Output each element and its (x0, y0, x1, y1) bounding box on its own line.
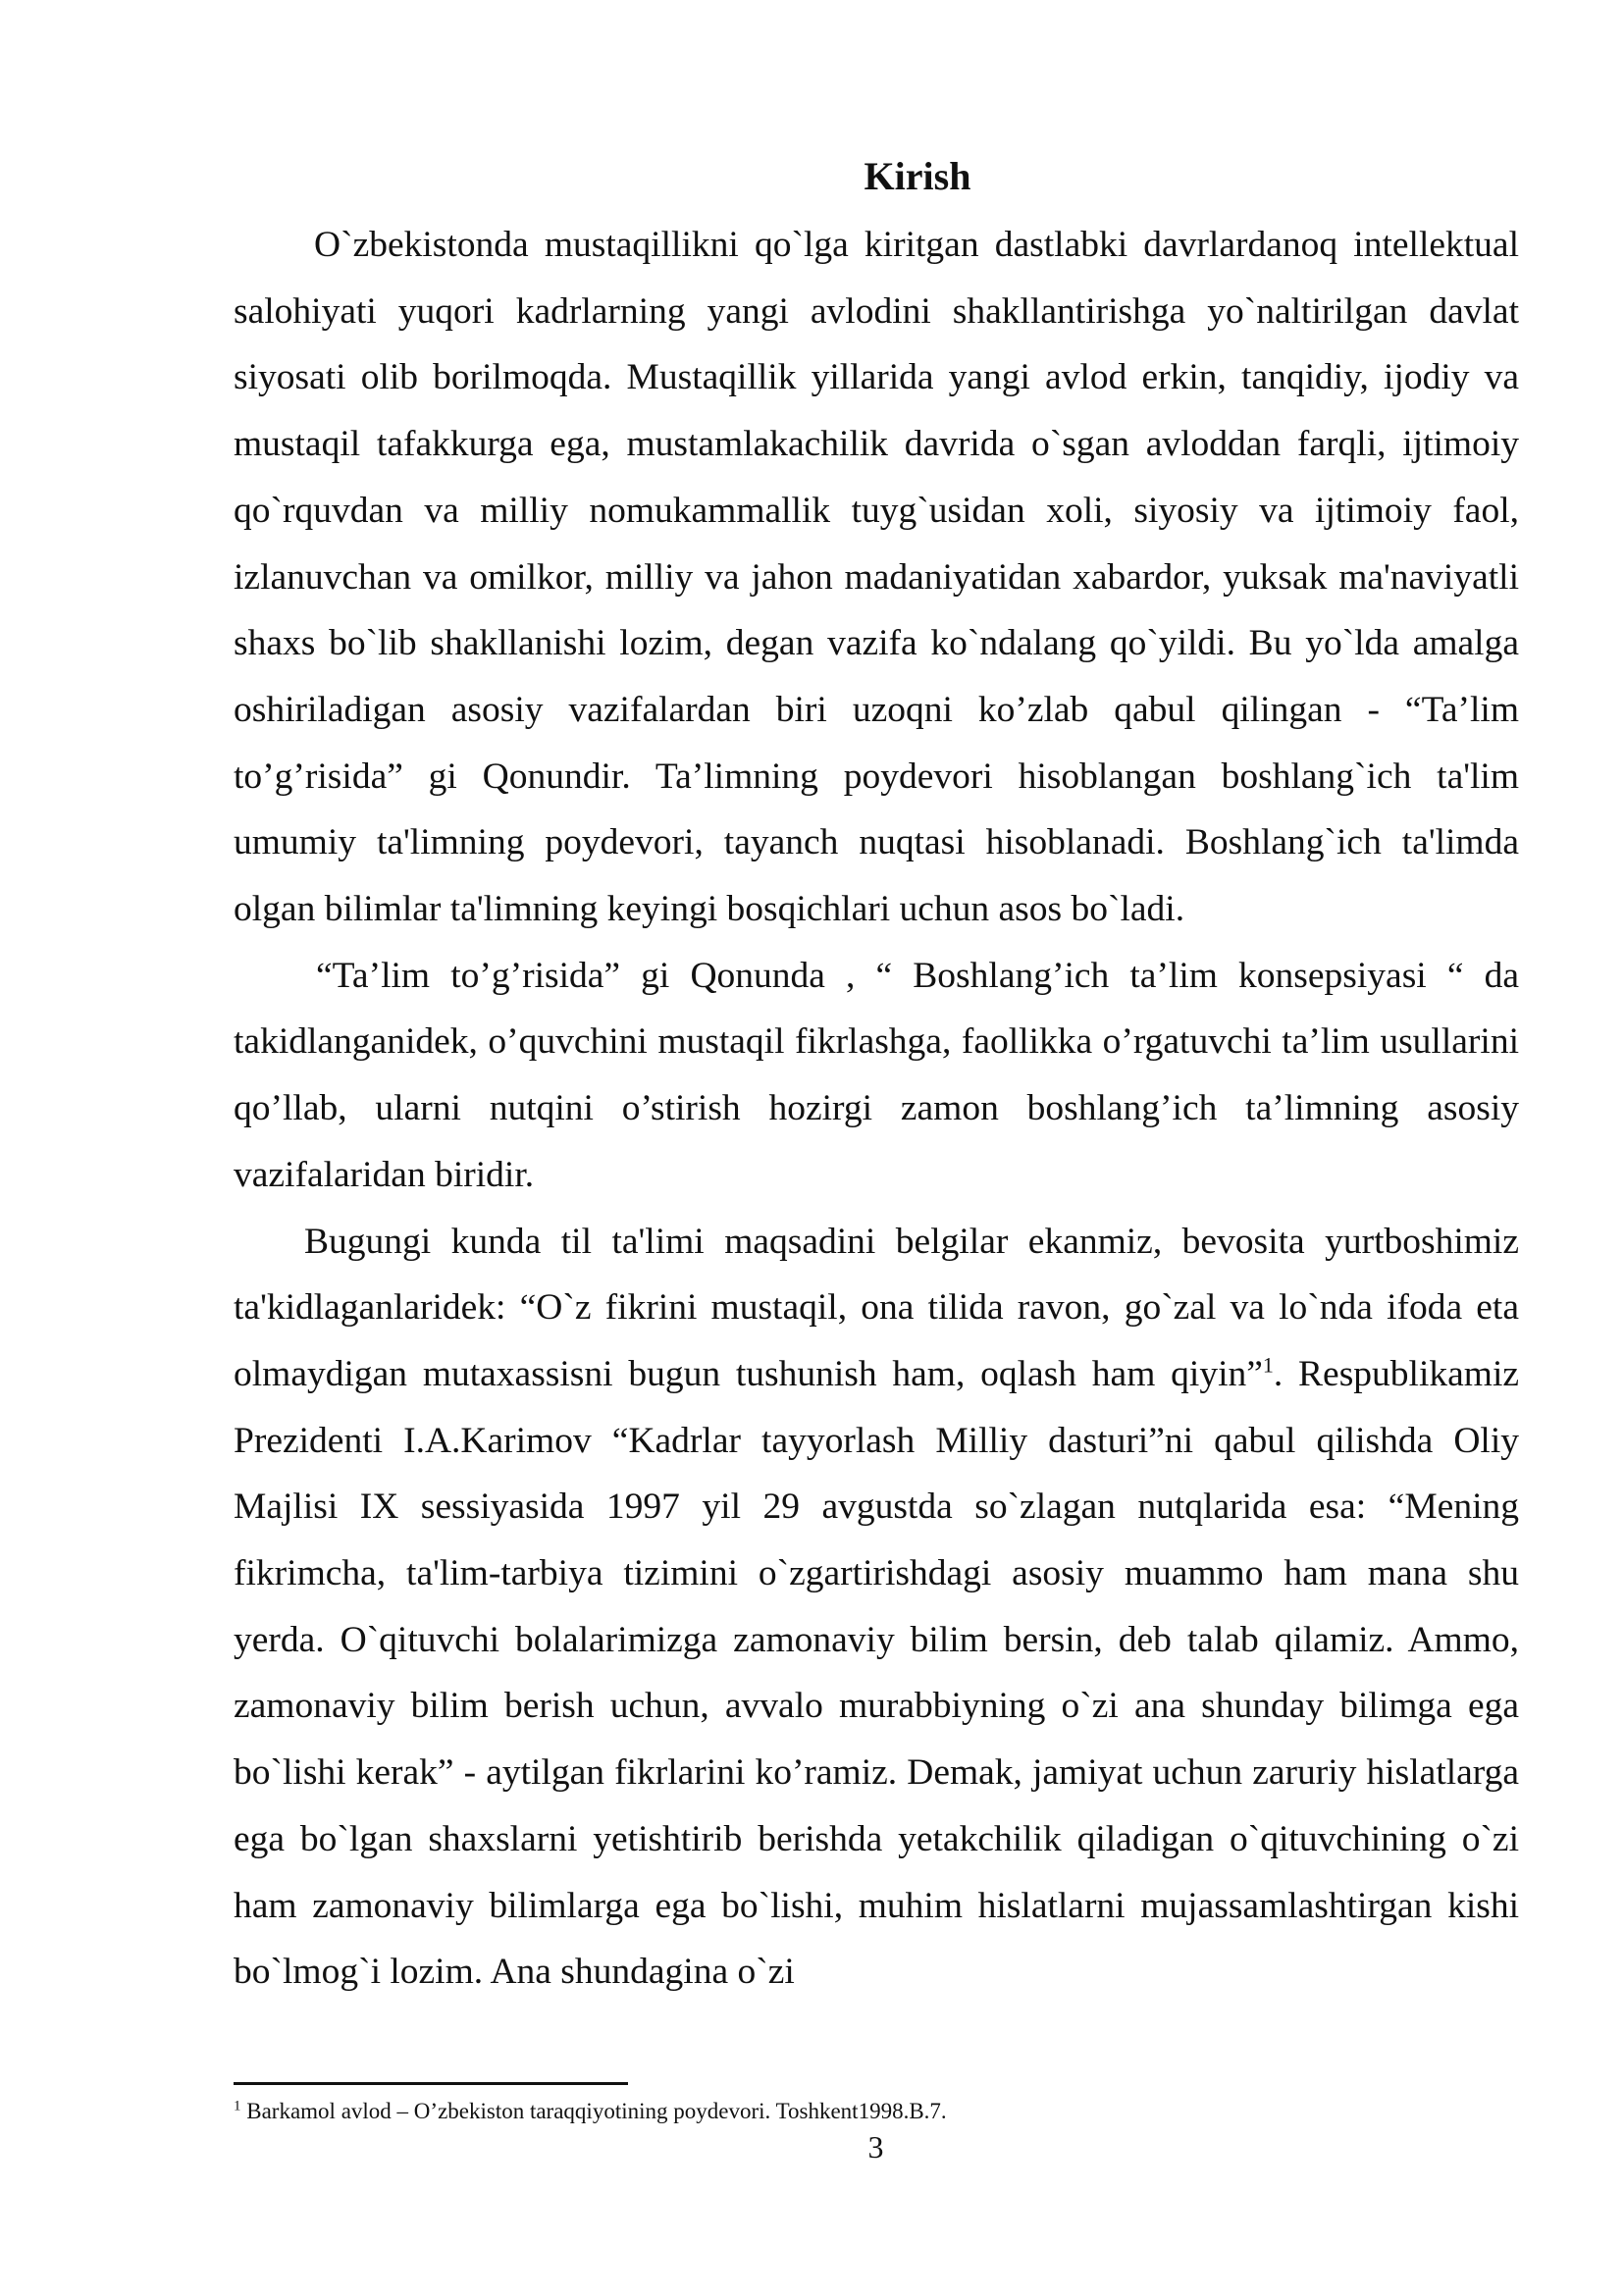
paragraph-3 (234, 1209, 1519, 2006)
paragraph-2: “Ta’lim to’g’risida” gi Qonunda , “ Boshlang’ich ta’lim konsepsiyasi “ da takidlanganidek, o’quvchini mustaqil fikrlashga, faollikka o’rgatuvchi ta’lim usullarini qo’llab, ularni nutqini o’stirish hozirgi zamon boshlang’ich ta’limning asosiy vazifalaridan biridir. (234, 955, 1519, 1195)
paragraph-3-part-2: . Respublikamiz Prezidenti I.A.Karimov “Kadrlar tayyorlash Milliy dasturi”ni qabul qilishda Oliy Majlisi IX sessiyasida 1997 yil 29 avgustda so`zlagan nutqlarida esa: “Mening fikrimcha, ta'lim-tarbiya tizimini o`zgartirishdagi asosiy muammo ham mana shu yerda. O`qituvchi bolalarimizga zamonaviy bilim bersin, deb talab qilamiz. Ammo, zamonaviy bilim berish uchun, avvalo murabbiyning o`zi ana shunday bilimga ega bo`lishi kerak” - aytilgan fikrlarini ko’ramiz. Demak, jamiyat uchun zaruriy hislatlarga ega bo`lgan shaxslarni yetishtirib berishda yetakchilik qiladigan o`qituvchining o`zi ham zamonaviy bilimlarga ega bo`lishi, muhim hislatlarni mujassamlashtirgan kishi bo`lmog`i lozim. Ana shundagina o`zi (234, 1353, 1520, 1993)
page-title: Kirish (864, 154, 971, 198)
footnote-text: Barkamol avlod – O’zbekiston taraqqiyotining poydevori. Toshkent1998.B.7. (246, 2099, 947, 2123)
page-number: 3 (867, 2129, 884, 2165)
footnote-reference: 1 (1262, 1352, 1274, 1378)
footnote-separator (234, 2082, 628, 2085)
footnote-marker: 1 (234, 2098, 241, 2114)
body-text (234, 212, 1519, 2006)
paragraph-3-part-1: Bugungi kunda til ta'limi maqsadini belgilar ekanmiz, bevosita yurtboshimiz ta'kidlaganlaridek: “O`z fikrini mustaqil, ona tilida ravon, go`zal va lo`nda ifoda eta olmaydigan mutaxassisni bugun tushunish ham, oqlash ham qiyin” (234, 1221, 1519, 1394)
footnote (234, 2096, 1411, 2127)
paragraph-1: O`zbekistonda mustaqillikni qo`lga kiritgan dastlabki davrlardanoq intellektual salohiyati yuqori kadrlarning yangi avlodini shakllantirishga yo`naltirilgan davlat siyosati olib borilmoqda. Mustaqillik yillarida yangi avlod erkin, tanqidiy, ijodiy va mustaqil tafakkurga ega, mustamlakachilik davrida o`sgan avloddan farqli, ijtimoiy qo`rquvdan va milliy nomukammallik tuyg`usidan xoli, siyosiy va ijtimoiy faol, izlanuvchan va omilkor, milliy va jahon madaniyatidan xabardor, yuksak ma'naviyatli shaxs bo`lib shakllanishi lozim, degan vazifa ko`ndalang qo`yildi. Bu yo`lda amalga oshiriladigan asosiy vazifalardan biri uzoqni ko’zlab qabul qilingan - “Ta’lim to’g’risida” gi Qonundir. Ta’limning poydevori hisoblangan boshlang`ich ta'lim umumiy ta'limning poydevori, tayanch nuqtasi hisoblanadi. Boshlang`ich ta'limda olgan bilimlar ta'limning keyingi bosqichlari uchun asos bo`ladi. (234, 225, 1519, 930)
